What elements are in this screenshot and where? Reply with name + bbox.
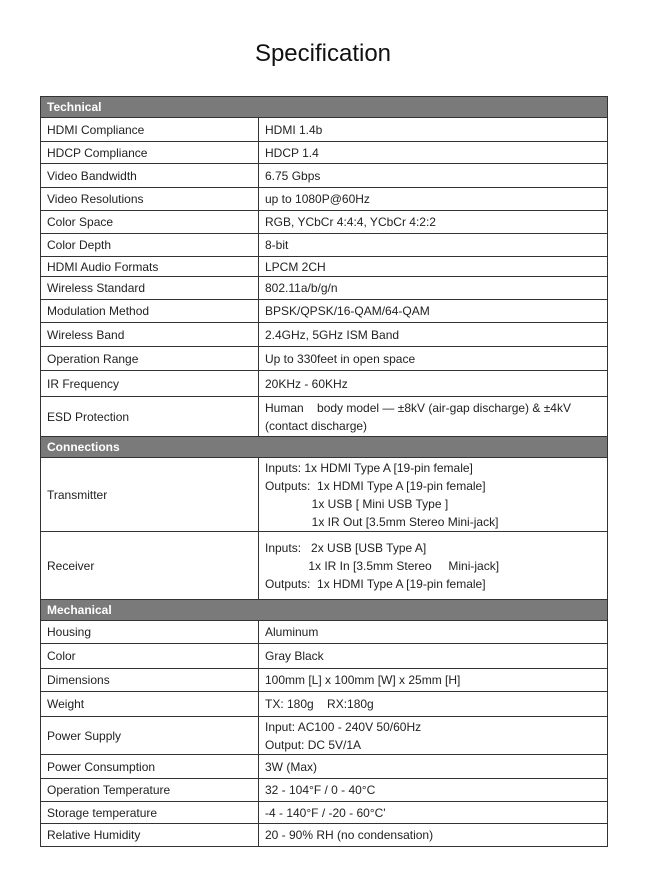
section-header: Connections [41, 437, 608, 458]
spec-value-line: 3W (Max) [265, 759, 317, 774]
spec-value [259, 371, 608, 397]
spec-value-line: TX: 180g RX:180g [265, 697, 374, 711]
spec-label: Weight [41, 692, 259, 717]
spec-value [259, 779, 608, 802]
spec-value [259, 188, 608, 211]
spec-value [259, 755, 608, 779]
table-row [41, 277, 608, 300]
spec-value-line: Input: AC100 - 240V 50/60Hz [265, 719, 422, 734]
spec-label: Housing [41, 621, 259, 644]
table-row [41, 323, 608, 347]
spec-label: Operation Range [41, 347, 259, 371]
spec-value-line: 32 - 104°F / 0 - 40°C [265, 783, 376, 797]
table-row [41, 824, 608, 847]
spec-value [259, 164, 608, 188]
specification-table [40, 96, 608, 847]
spec-value-line: (contact discharge) [265, 418, 368, 433]
spec-value-line: HDMI 1.4b [265, 122, 323, 137]
spec-value [259, 347, 608, 371]
table-row [41, 692, 608, 717]
spec-value [259, 300, 608, 323]
table-row [41, 458, 608, 532]
table-row [41, 371, 608, 397]
spec-value [259, 211, 608, 234]
section-header-row [41, 437, 608, 458]
spec-value-line: 2.4GHz, 5GHz ISM Band [265, 327, 400, 342]
spec-value-line: 1x IR In [3.5mm Stereo Mini-jack] [265, 558, 500, 573]
table-row [41, 188, 608, 211]
spec-value [259, 458, 608, 532]
spec-label: Power Consumption [41, 755, 259, 779]
spec-value [259, 644, 608, 669]
spec-value-line: 100mm [L] x 100mm [W] x 25mm [H] [265, 673, 461, 687]
spec-value [259, 397, 608, 437]
spec-value-line: 802.11a/b/g/n [265, 281, 338, 295]
spec-value [259, 532, 608, 600]
spec-value [259, 118, 608, 142]
spec-label: Transmitter [41, 458, 259, 532]
spec-value-line: Gray Black [265, 649, 324, 663]
specification-table-body [41, 97, 608, 847]
section-header: Technical [41, 97, 608, 118]
spec-value-line: HDCP 1.4 [265, 145, 319, 160]
table-row [41, 257, 608, 277]
spec-value-line: Up to 330feet in open space [265, 351, 416, 366]
spec-value [259, 277, 608, 300]
spec-label: Dimensions [41, 669, 259, 692]
spec-value-line: Human body model — ±8kV (air-gap discharge) & ±4kV [265, 400, 571, 415]
spec-value [259, 621, 608, 644]
spec-label: IR Frequency [41, 371, 259, 397]
spec-value-line: Outputs: 1x HDMI Type A [19-pin female] [265, 576, 486, 591]
table-row [41, 779, 608, 802]
spec-value-line: 6.75 Gbps [265, 168, 321, 183]
spec-value [259, 142, 608, 164]
spec-value-line: RGB, YCbCr 4:4:4, YCbCr 4:2:2 [265, 215, 436, 229]
spec-label: Power Supply [41, 717, 259, 755]
table-row [41, 621, 608, 644]
spec-value-line: 1x USB [ Mini USB Type ] [265, 496, 449, 511]
table-row [41, 755, 608, 779]
spec-label: Video Bandwidth [41, 164, 259, 188]
spec-value-line: Outputs: 1x HDMI Type A [19-pin female] [265, 478, 486, 493]
spec-value [259, 717, 608, 755]
table-row [41, 164, 608, 188]
table-row [41, 532, 608, 600]
spec-label: Wireless Band [41, 323, 259, 347]
table-row [41, 669, 608, 692]
spec-value [259, 669, 608, 692]
table-row [41, 142, 608, 164]
spec-value [259, 802, 608, 824]
spec-value-line: Inputs: 1x HDMI Type A [19-pin female] [265, 460, 473, 475]
table-row [41, 802, 608, 824]
spec-value [259, 234, 608, 257]
spec-value-line: up to 1080P@60Hz [265, 192, 370, 206]
spec-label: Color [41, 644, 259, 669]
spec-value [259, 323, 608, 347]
spec-value-line: 20KHz - 60KHz [265, 376, 348, 391]
spec-value-line: 8-bit [265, 238, 289, 252]
spec-value-line: Aluminum [265, 625, 319, 639]
page-title: Specification [254, 40, 392, 67]
spec-value-line: -4 - 140°F / -20 - 60°C' [265, 805, 386, 820]
section-header-row [41, 97, 608, 118]
spec-value-line: 20 - 90% RH (no condensation) [265, 828, 434, 842]
spec-value [259, 257, 608, 277]
spec-value-line: Inputs: 2x USB [USB Type A] [265, 540, 427, 555]
table-row [41, 347, 608, 371]
spec-label: ESD Protection [41, 397, 259, 437]
table-row [41, 211, 608, 234]
spec-label: Operation Temperature [41, 779, 259, 802]
spec-label: HDCP Compliance [41, 142, 259, 164]
section-header-row [41, 600, 608, 621]
table-row [41, 644, 608, 669]
spec-label: Color Depth [41, 234, 259, 257]
table-row [41, 234, 608, 257]
spec-value [259, 824, 608, 847]
spec-label: Receiver [41, 532, 259, 600]
spec-value-line: LPCM 2CH [265, 259, 326, 274]
spec-label: HDMI Compliance [41, 118, 259, 142]
spec-value [259, 692, 608, 717]
table-row [41, 300, 608, 323]
table-row [41, 717, 608, 755]
spec-value-line: 1x IR Out [3.5mm Stereo Mini-jack] [265, 514, 499, 529]
spec-label: Modulation Method [41, 300, 259, 323]
spec-label: Color Space [41, 211, 259, 234]
spec-label: Relative Humidity [41, 824, 259, 847]
spec-label: Storage temperature [41, 802, 259, 824]
table-row [41, 397, 608, 437]
spec-label: Video Resolutions [41, 188, 259, 211]
spec-label: HDMI Audio Formats [41, 257, 259, 277]
section-header: Mechanical [41, 600, 608, 621]
table-row [41, 118, 608, 142]
spec-value-line: Output: DC 5V/1A [265, 737, 362, 752]
spec-label: Wireless Standard [41, 277, 259, 300]
spec-value-line: BPSK/QPSK/16-QAM/64-QAM [265, 304, 430, 318]
